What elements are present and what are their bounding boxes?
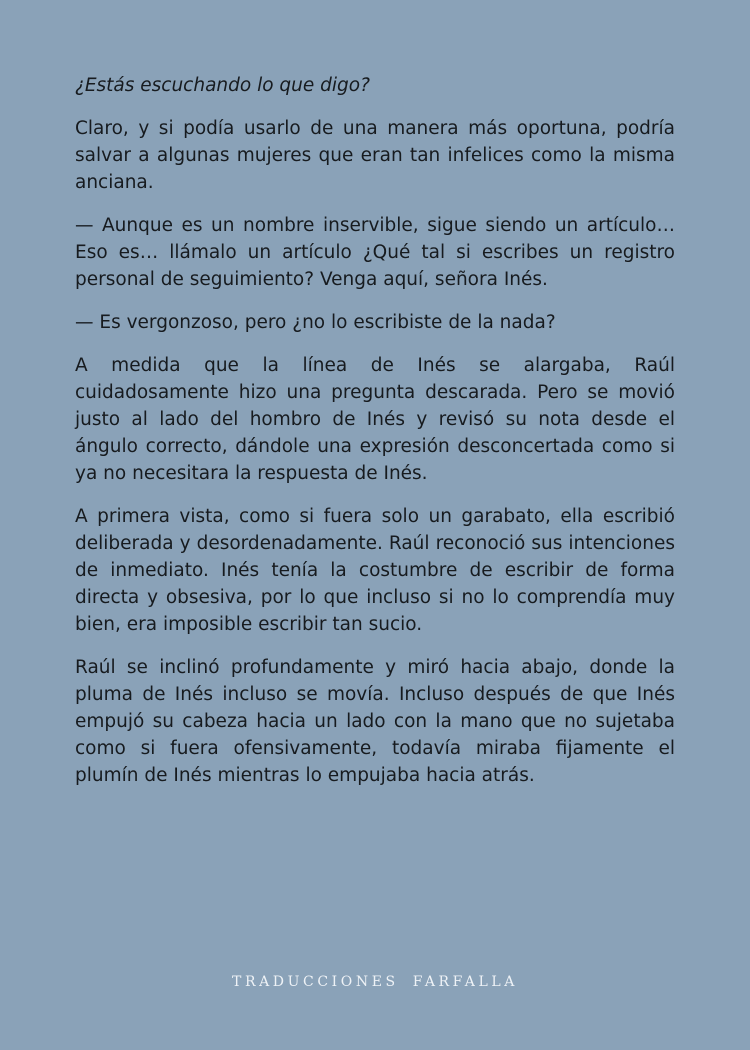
paragraph-question: ¿Estás escuchando lo que digo? xyxy=(75,75,370,96)
paragraph: A medida que la línea de Inés se alargaba, Raúl cuidadosamente hizo una pregunta descarada. Pero se movió justo al lado del hombro de Inés y revisó su nota desde el ángulo correcto, dándole una expresión desconcertada como si ya no necesitara la respuesta de Inés. xyxy=(75,355,675,484)
footer-word-1: TRADUCCIONES xyxy=(232,974,399,990)
paragraph: A primera vista, como si fuera solo un garabato, ella escribió deliberada y desordenadamente. Raúl reconoció sus intenciones de inmediato. Inés tenía la costumbre de escribir de forma directa y obsesiva, por lo que incluso si no lo comprendía muy bien, era imposible escribir tan sucio. xyxy=(75,506,675,635)
paragraph: Claro, y si podía usarlo de una manera más oportuna, podría salvar a algunas mujeres que eran tan infelices como la misma anciana. xyxy=(75,118,675,193)
paragraph-dialogue: — Es vergonzoso, pero ¿no lo escribiste de la nada? xyxy=(75,312,556,333)
paragraph-dialogue: — Aunque es un nombre inservible, sigue siendo un artículo… Eso es… llámalo un artículo ¿Qué tal si escribes un registro personal de seguimiento? Venga aquí, señora Inés. xyxy=(75,215,675,290)
footer-word-2: FARFALLA xyxy=(412,974,518,990)
paragraph: Raúl se inclinó profundamente y miró hacia abajo, donde la pluma de Inés incluso se movía. Incluso después de que Inés empujó su cabeza hacia un lado con la mano que no sujetaba como si fuera ofensivamente, todavía miraba fijamente el plumín de Inés mientras lo empujaba hacia atrás. xyxy=(75,657,675,786)
page-body xyxy=(75,72,675,805)
publisher-footer xyxy=(0,974,750,990)
